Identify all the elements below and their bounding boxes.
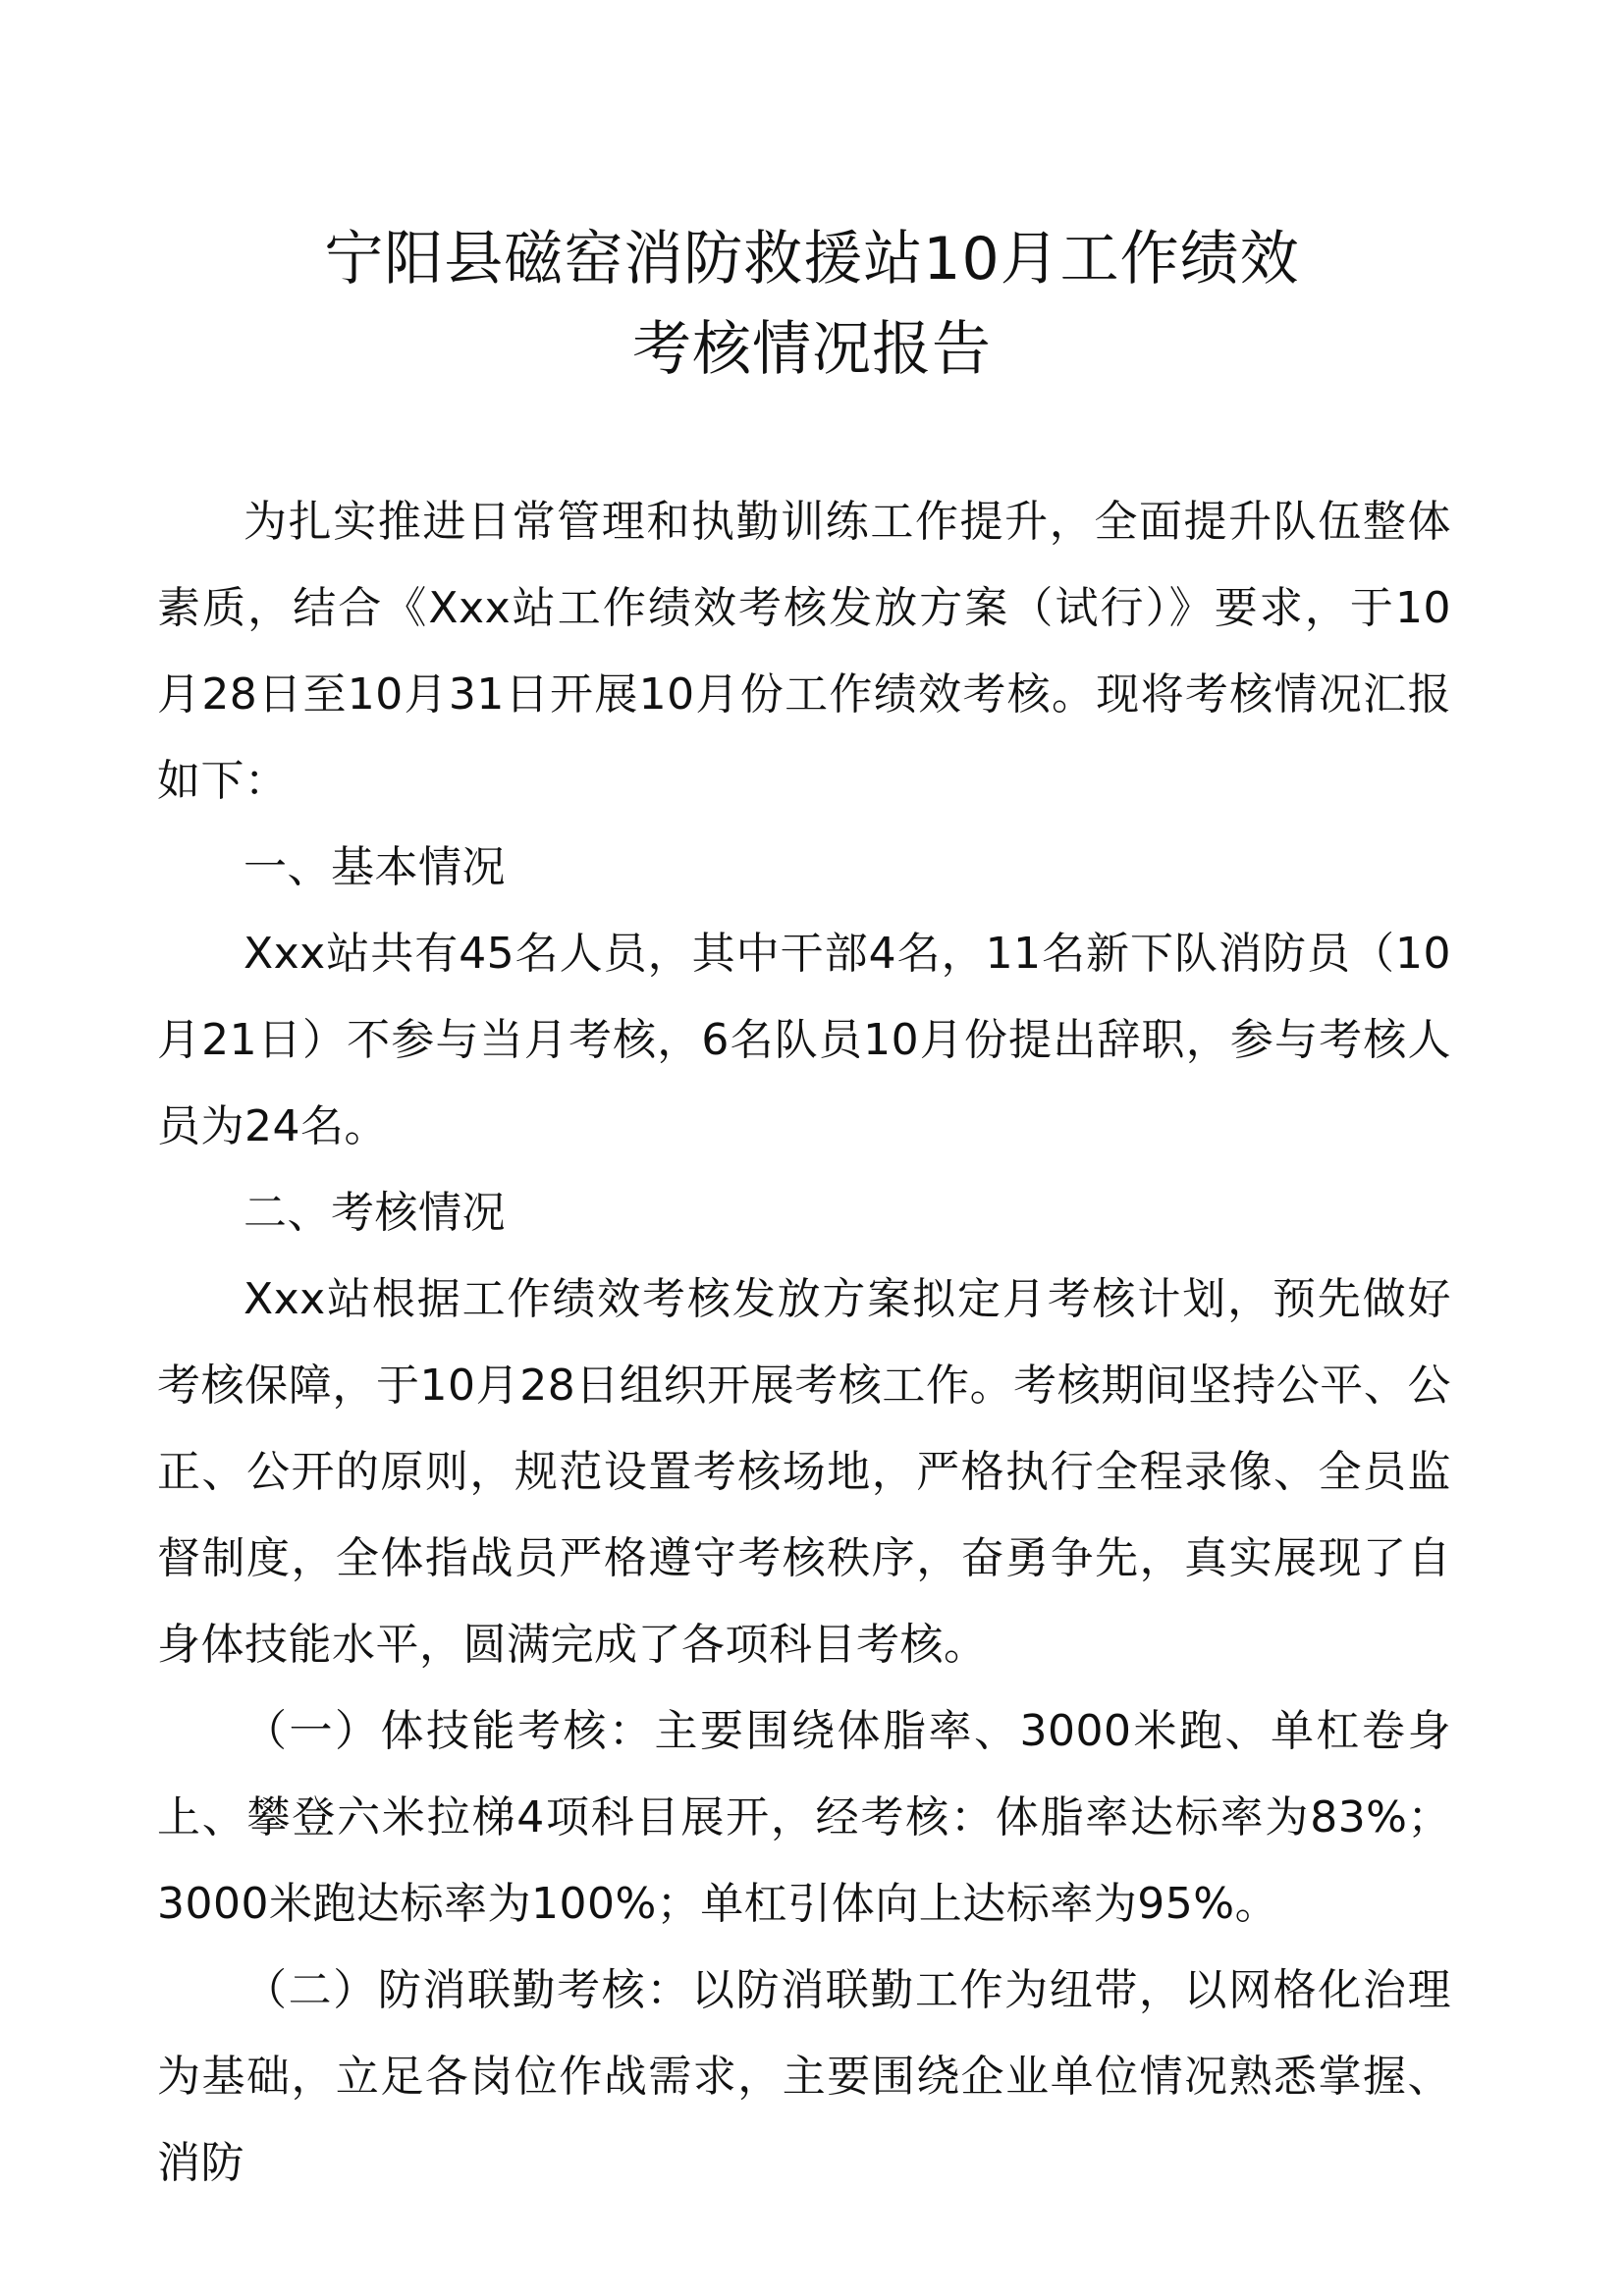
document-title [157,214,1467,395]
physical-assessment-paragraph: （一）体技能考核：主要围绕体脂率、3000米跑、单杠卷身上、攀登六米拉梯4项科目展开，经考核：体脂率达标率为83%；3000米跑达标率为100%；单杠引体向上达标率为95%。 [157,1706,1451,1929]
section-heading-assessment: 二、考核情况 [244,1188,506,1238]
basic-info-paragraph: Xxx站共有45名人员，其中干部4名，11名新下队消防员（10月21日）不参与当月考核，6名队员10月份提出辞职，参与考核人员为24名。 [157,929,1451,1151]
title-line-2: 考核情况报告 [632,315,992,384]
title-line-1: 宁阳县磁窑消防救援站10月工作绩效 [324,225,1300,294]
assessment-paragraph: Xxx站根据工作绩效考核发放方案拟定月考核计划，预先做好考核保障，于10月28日组织开展考核工作。考核期间坚持公平、公正、公开的原则，规范设置考核场地，严格执行全程录像、全员监督制度，全体指战员严格遵守考核秩序，奋勇争先，真实展现了自身体技能水平，圆满完成了各项科目考核。 [157,1274,1451,1670]
document-body [157,479,1451,2207]
section-heading-basic: 一、基本情况 [244,842,506,892]
intro-paragraph: 为扎实推进日常管理和执勤训练工作提升，全面提升队伍整体素质，结合《Xxx站工作绩效考核发放方案（试行）》要求，于10月28日至10月31日开展10月份工作绩效考核。现将考核情况汇报如下： [157,497,1451,806]
fire-prevention-assessment-paragraph: （二）防消联勤考核：以防消联勤工作为纽带，以网格化治理为基础，立足各岗位作战需求，主要围绕企业单位情况熟悉掌握、消防 [157,1965,1451,2188]
